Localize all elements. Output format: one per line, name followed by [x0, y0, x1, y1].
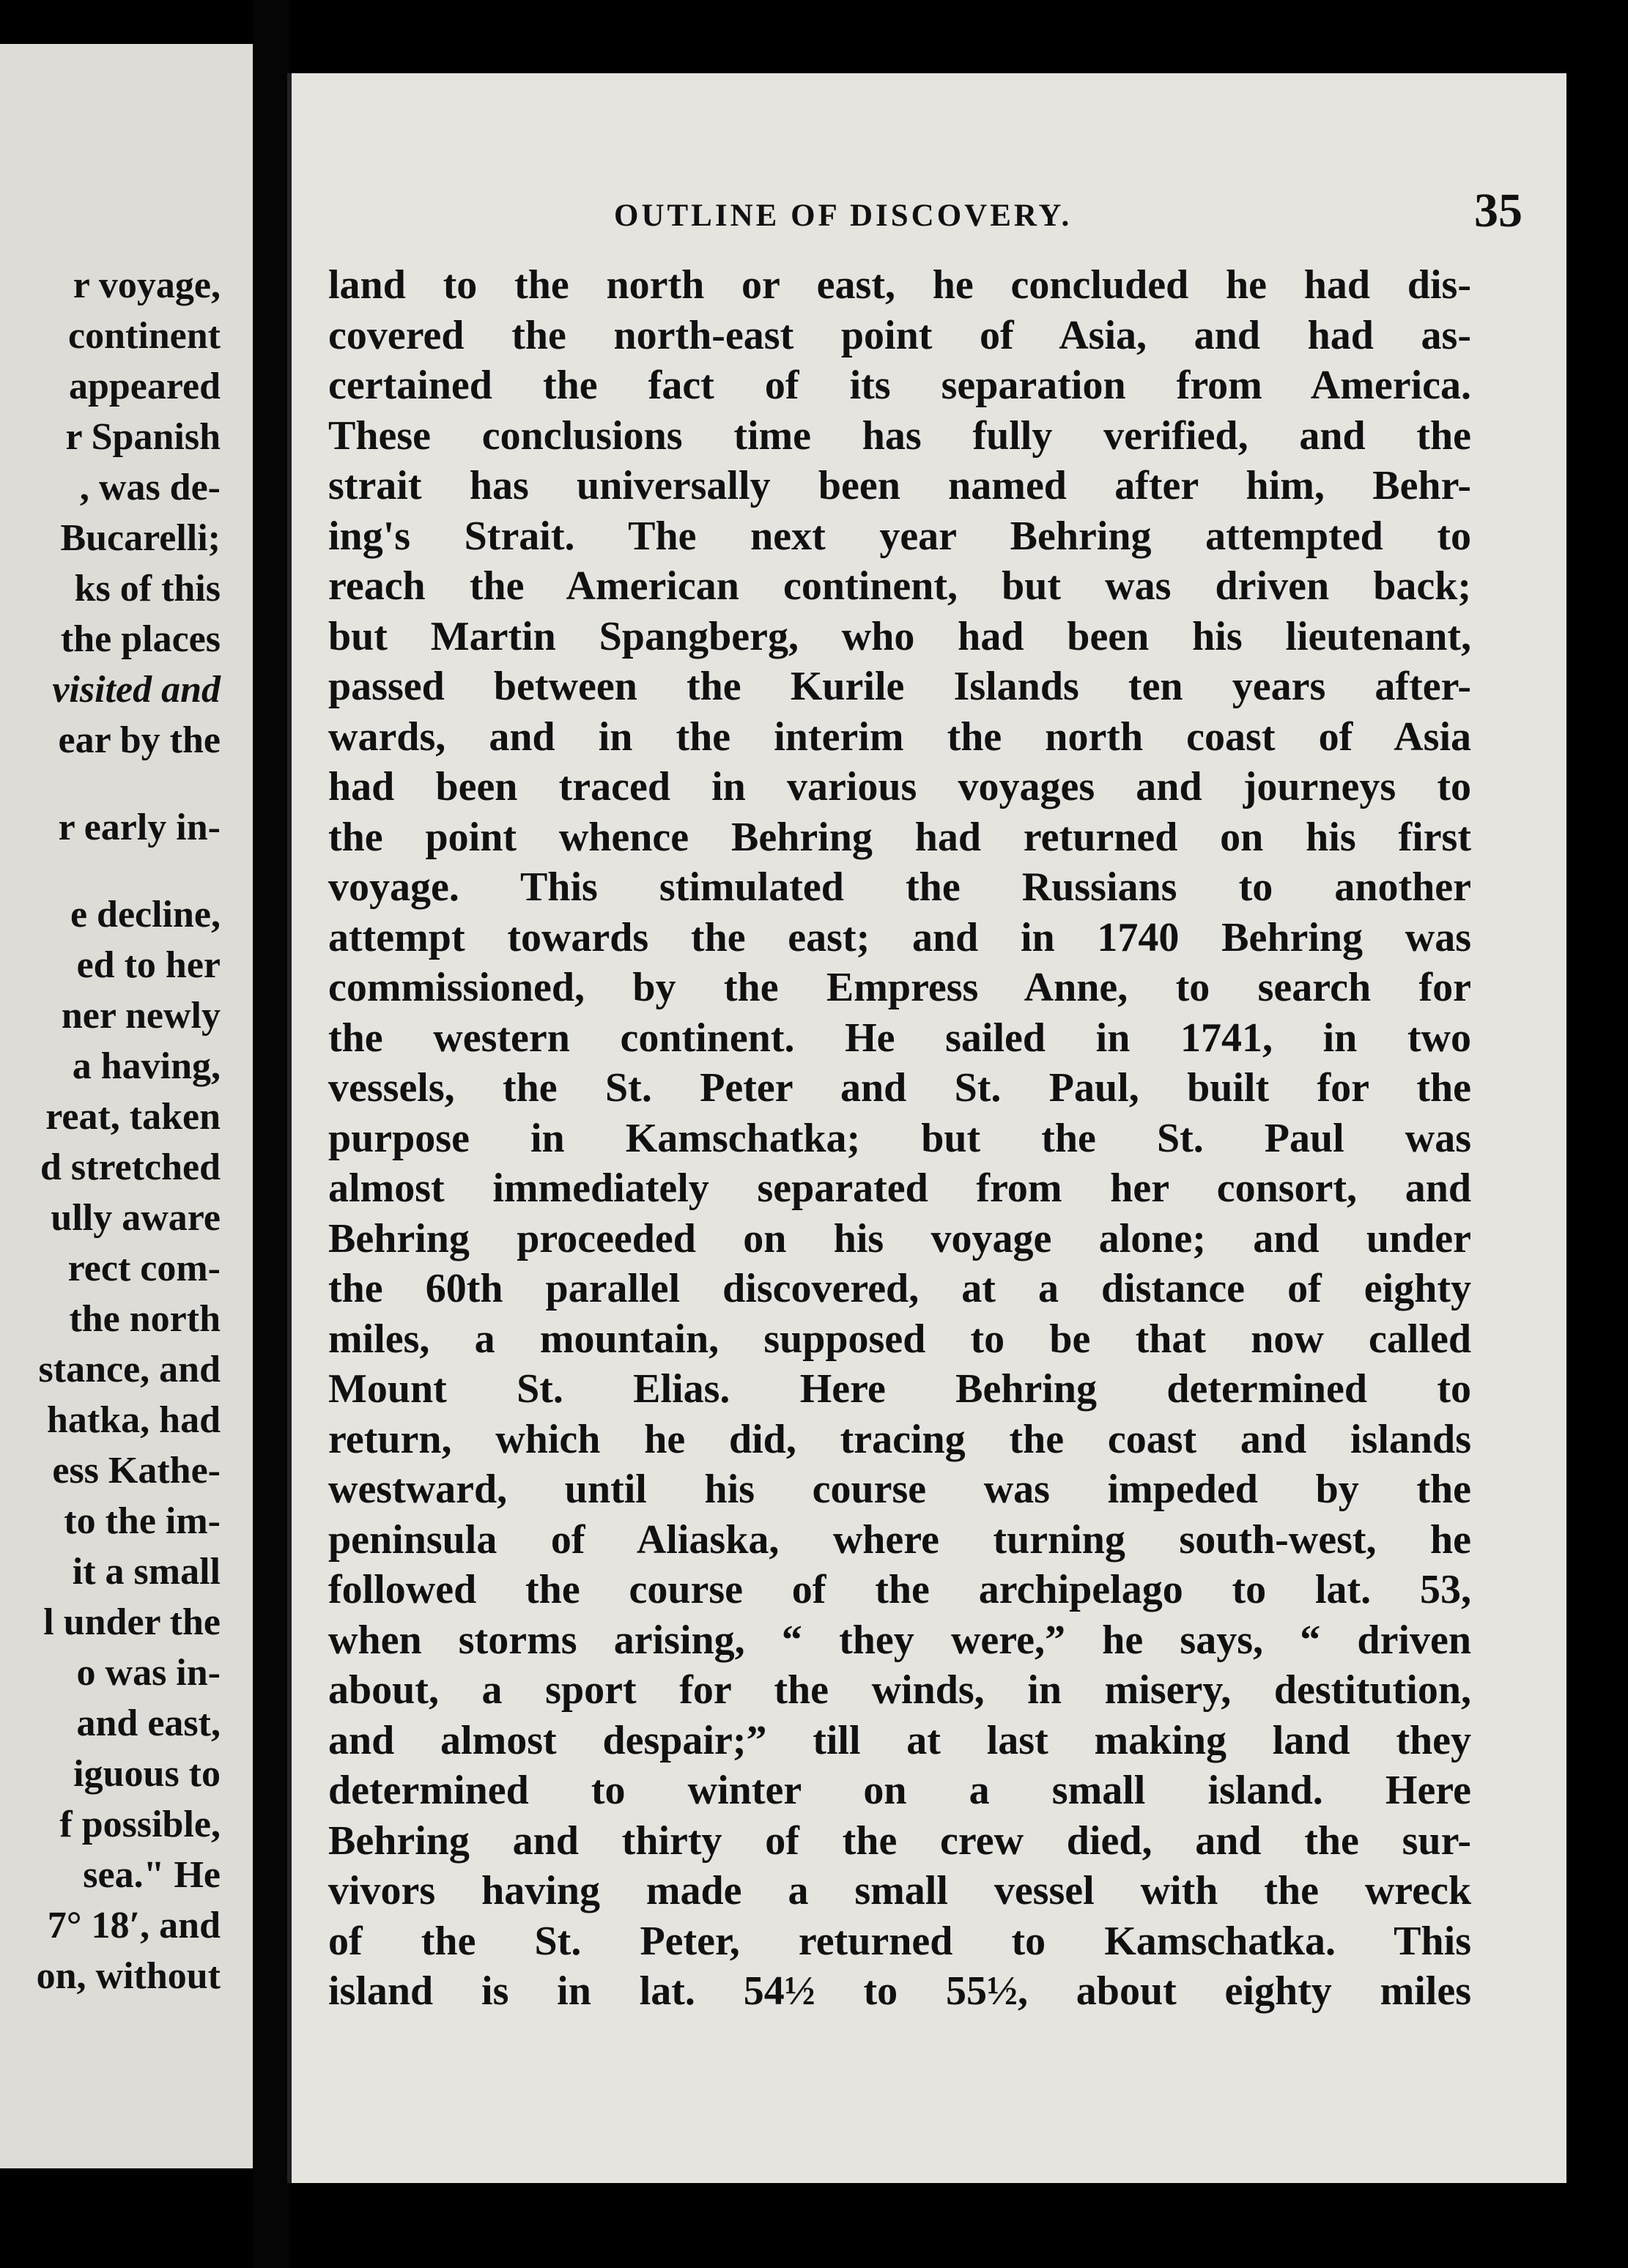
previous-page-line: ks of this [74, 568, 221, 609]
text-line: commissioned, by the Empress Anne, to search for [328, 965, 1471, 1010]
text-line: determined to winter on a small island. Here [328, 1768, 1471, 1813]
text-line: land to the north or east, he concluded he had dis- [328, 262, 1471, 308]
previous-page-line: hatka, had [47, 1399, 221, 1441]
previous-page-line: rect com- [67, 1248, 221, 1289]
book-page [287, 73, 1566, 2183]
previous-page-line: reat, taken [45, 1096, 221, 1138]
text-line: reach the American continent, but was driven back; [328, 563, 1471, 609]
previous-page-line: visited and [52, 669, 221, 711]
previous-page-line: r early in- [58, 807, 221, 848]
text-line: the 60th parallel discovered, at a distance of eighty [328, 1266, 1471, 1311]
running-head-title: OUTLINE OF DISCOVERY. [614, 199, 1073, 233]
previous-page-line: d stretched [40, 1146, 221, 1188]
previous-page-line: Bucarelli; [60, 517, 221, 559]
previous-page-line: stance, and [38, 1349, 221, 1390]
text-line: ing's Strait. The next year Behring attempted to [328, 513, 1471, 559]
book-gutter [253, 0, 289, 2268]
previous-page-line: and east, [76, 1702, 221, 1744]
text-line: had been traced in various voyages and journeys to [328, 764, 1471, 809]
text-line: These conclusions time has fully verified, and the [328, 412, 1471, 459]
text-line: about, a sport for the winds, in misery, destitution, [328, 1667, 1471, 1713]
previous-page-line: f possible, [59, 1804, 221, 1845]
text-line: westward, until his course was impeded by the [328, 1467, 1471, 1512]
previous-page-text [0, 260, 221, 2001]
text-line: return, which he did, tracing the coast and islands [328, 1416, 1471, 1462]
previous-page-line: r Spanish [65, 416, 221, 458]
text-line: the point whence Behring had returned on his first [328, 814, 1471, 860]
text-line: certained the fact of its separation from America. [328, 363, 1471, 408]
previous-page-line: ner newly [61, 995, 221, 1037]
previous-page-line: ess Kathe- [52, 1450, 221, 1491]
text-line: and almost despair;” till at last making land they [328, 1717, 1471, 1763]
text-line: but Martin Spangberg, who had been his lieutenant, [328, 613, 1471, 659]
text-line: Behring and thirty of the crew died, and the sur- [328, 1817, 1471, 1864]
previous-page-line: l under the [43, 1601, 221, 1643]
running-head [614, 183, 1522, 249]
text-line: miles, a mountain, supposed to be that now called [328, 1316, 1471, 1362]
text-line: attempt towards the east; and in 1740 Behring was [328, 914, 1471, 960]
previous-page-gap [0, 766, 221, 802]
previous-page-line: 7° 18′, and [47, 1905, 221, 1946]
text-line: of the St. Peter, returned to Kamschatka. This [328, 1918, 1471, 1964]
previous-page-gap [0, 853, 221, 889]
page-number: 35 [1474, 184, 1522, 237]
text-line: passed between the Kurile Islands ten years after- [328, 664, 1471, 709]
previous-page-fragment [0, 44, 253, 2168]
text-line: Mount St. Elias. Here Behring determined to [328, 1366, 1471, 1412]
previous-page-line: , was de- [79, 467, 221, 508]
text-line: voyage. This stimulated the Russians to another [328, 864, 1471, 910]
previous-page-line: the places [60, 618, 221, 660]
text-line: when storms arising, “ they were,” he says, “ driven [328, 1617, 1471, 1663]
previous-page-line: iguous to [73, 1753, 221, 1795]
text-line: island is in lat. 54½ to 55½, about eighty miles [328, 1968, 1471, 2014]
text-line: the western continent. He sailed in 1741, in two [328, 1015, 1471, 1061]
text-line: vessels, the St. Peter and St. Paul, built for the [328, 1065, 1471, 1111]
previous-page-line: ear by the [58, 719, 221, 761]
previous-page-line: e decline, [70, 894, 221, 935]
previous-page-line: r voyage, [73, 264, 221, 306]
previous-page-line: o was in- [76, 1652, 221, 1694]
previous-page-line: a having, [72, 1045, 221, 1087]
previous-page-line: the north [69, 1298, 221, 1340]
previous-page-line: ed to her [76, 944, 221, 986]
previous-page-line: sea." He [83, 1854, 221, 1896]
previous-page-line: ully aware [51, 1197, 221, 1239]
page-body-text [328, 260, 1471, 2017]
previous-page-line: on, without [36, 1955, 221, 1997]
text-line: almost immediately separated from her consort, and [328, 1166, 1471, 1211]
text-line: strait has universally been named after him, Behr- [328, 463, 1471, 508]
previous-page-line: continent [68, 315, 221, 357]
previous-page-line: to the im- [64, 1500, 221, 1542]
text-line: vivors having made a small vessel with the wreck [328, 1868, 1471, 1913]
text-line: covered the north-east point of Asia, and had as- [328, 312, 1471, 358]
text-line: followed the course of the archipelago to lat. 53, [328, 1567, 1471, 1612]
text-line: purpose in Kamschatka; but the St. Paul was [328, 1115, 1471, 1161]
previous-page-line: appeared [68, 366, 221, 407]
text-line: wards, and in the interim the north coast of Asia [328, 714, 1471, 760]
previous-page-line: it a small [72, 1551, 221, 1593]
text-line: Behring proceeded on his voyage alone; and under [328, 1215, 1471, 1261]
text-line: peninsula of Aliaska, where turning south-west, he [328, 1516, 1471, 1563]
